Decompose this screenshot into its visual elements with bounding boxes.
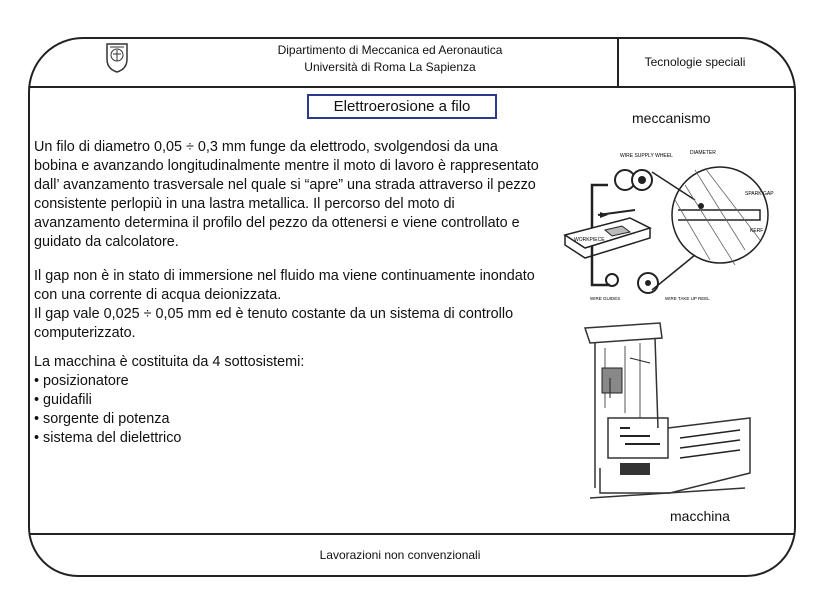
spark-gap-label: SPARK GAP <box>745 191 774 197</box>
kerf-label: KERF <box>750 228 764 234</box>
list-item: • sorgente di potenza <box>34 410 544 429</box>
list-item: • guidafili <box>34 391 544 410</box>
mechanism-diagram <box>560 140 790 310</box>
department-name: Dipartimento di Meccanica ed Aeronautica <box>277 43 503 57</box>
mechanism-caption: meccanismo <box>632 110 711 126</box>
machine-caption: macchina <box>670 508 730 524</box>
list-item: • sistema del dielettrico <box>34 429 544 448</box>
workpiece-label: WORKPIECE <box>574 237 605 243</box>
header-vertical-divider <box>617 37 619 87</box>
take-up-label: WIRE TAKE UP REEL <box>665 296 710 301</box>
footer-divider <box>30 533 795 535</box>
wire-guides-label: WIRE GUIDES <box>590 296 621 301</box>
list-intro: La macchina è costituita da 4 sottosistemi: <box>34 354 305 370</box>
diameter-label: DIAMETER <box>690 150 716 156</box>
paragraph-1: Un filo di diametro 0,05 ÷ 0,3 mm funge da elettrodo, svolgendosi da una bobina e avanzando longitudinalmente mentre il moto di lavoro è rappresentato dall’ avanzamento trasversale nel quale si “apre” una strada attraverso il pezzo consistente perlopiù in una lastra metallica. Il percorso del moto di avanzamento determina il profilo del pezzo da ottenersi e viene controllato e guidato da calcolatore. <box>34 139 539 250</box>
paragraph-2: Il gap non è in stato di immersione nel fluido ma viene continuamente inondato con una corrente di acqua deionizzata. Il gap vale 0,025 ÷ 0,05 mm ed è tenuto costante da un sistema di controllo computerizzato. <box>34 268 535 341</box>
list-item: • posizionatore <box>34 372 544 391</box>
university-name: Università di Roma La Sapienza <box>304 60 476 74</box>
machine-illustration <box>580 318 755 503</box>
footer-text: Lavorazioni non convenzionali <box>319 548 481 562</box>
course-name: Tecnologie speciali <box>644 55 746 69</box>
slide-title: Elettroerosione a filo <box>307 94 497 119</box>
subsystem-list <box>34 372 544 448</box>
supply-label: WIRE SUPPLY WHEEL <box>620 153 673 159</box>
header-divider <box>30 86 795 88</box>
university-seal-icon <box>104 41 130 73</box>
